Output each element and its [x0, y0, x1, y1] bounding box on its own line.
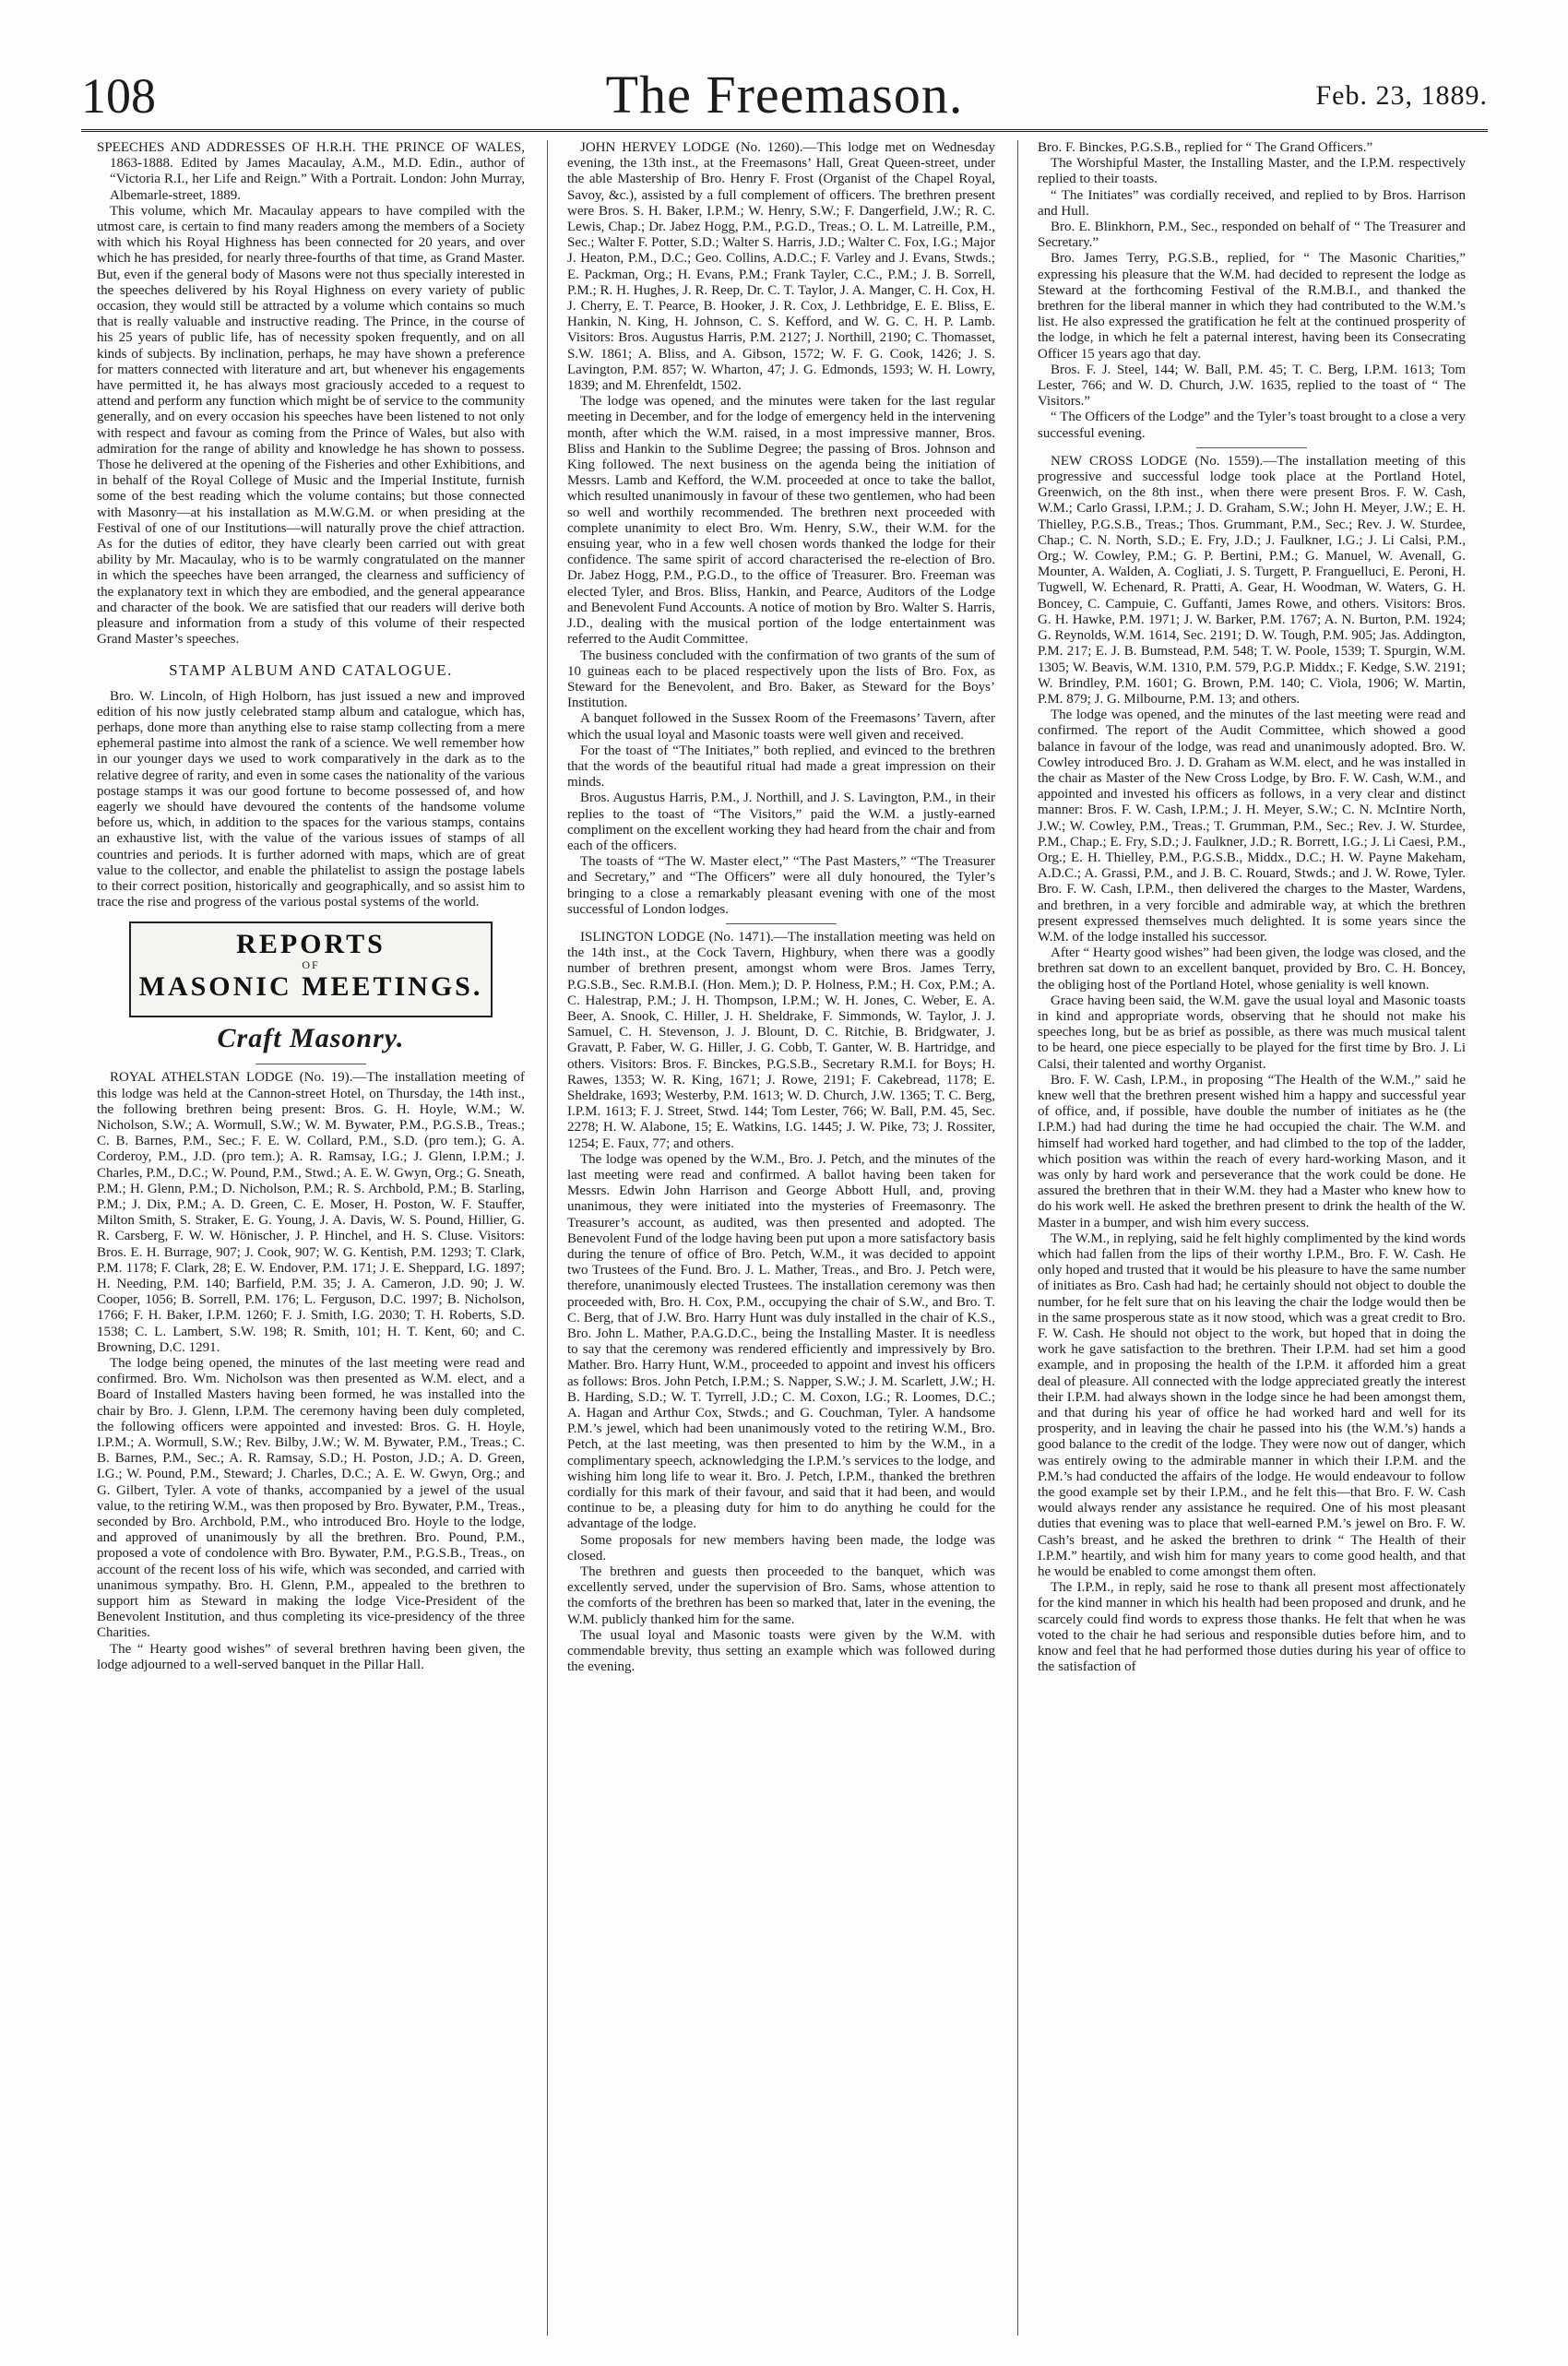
athelstan-lodge-report: The lodge being opened, the minutes of the last meeting were read and confirmed. Bro. Wm. Nicholson was then presented as W.M. elect, and a Board of Installed Masters having been formed, he was installed into the chair by Bro. J. Glenn, I.P.M. The ceremony having been duly completed, the following officers were appointed and invested: Bros. G. H. Hoyle, I.P.M.; A. Wormull, S.W.; Rev. Bilby, J.W.; W. M. Bywater, P.M., Treas.; C. B. Barnes, P.M., Sec.; A. R. Ramsay, S.D.; H. Poston, J.D.; A. D. Green, I.G.; W. Pound, P.M., Steward; J. Charles, D.C.; A. E. W. Gwyn, Org.; and G. Gilbert, Tyler. A vote of thanks, accompanied by a jewel of the usual value, to the retiring W.M., was then proposed by Bro. Bywater, P.M., Treas., seconded by Bro. Archbold, P.M., who introduced Bro. Hoyle to the lodge, and approved of unanimously by all the brethren. Bro. Pound, P.M., proposed a vote of condolence with Bro. Bywater, P.M., P.G.S.B., Treas., on account of the recent loss of his wife, which was seconded, and carried with unanimous sympathy. Bro. H. Glenn, P.M., appealed to the brethren to support him as Steward in making the lodge Vice-President of the Benevolent Institution, and thus completing its vice-presidency of the three Charities.	[97, 1356, 525, 1641]
banner-line-2: MASONIC MEETINGS.	[138, 971, 483, 1003]
page-number: 108	[81, 68, 156, 124]
column-rule	[547, 140, 548, 2336]
review-heading: SPEECHES AND ADDRESSES OF H.R.H. THE PRINCE OF WALES, 1863-1888. Edited by James Macaulay, A.M., M.D. Edin., author of “Victoria R.I., her Life and Reign.” With a Portrait. London: John Murray, Albemarle-street, 1889.	[97, 140, 525, 203]
column-1	[97, 140, 525, 2349]
islington-continued: “ The Officers of the Lodge” and the Tyler’s toast brought to a close a very successful evening.	[1038, 410, 1466, 441]
hervey-lodge-report: The lodge was opened, and the minutes were taken for the last regular meeting in December, and for the lodge of emergency held in the intervening month, after which the W.M. raised, in a most impressive manner, Bros. Bliss and Hankin to the Sublime Degree; the passing of Bros. Johnson and King followed. The next business on the agenda being the initiation of Messrs. Lamb and Kefford, the W.M. proceeded at once to take the ballot, which resulted unanimously in favour of these two gentlemen, who had been so well and worthily recommended. The brethren next proceeded with complete unanimity to elect Bro. Wm. Henry, S.W., their W.M. for the ensuing year, who in a few well chosen words thanked the lodge for their confidence. The same spirit of accord characterised the re-election of Bro. Dr. Jabez Hogg, P.M., P.G.D., to the office of Treasurer. Bro. Freeman was elected Tyler, and Bros. Bliss, Hankin, and Pearce, Auditors of the Lodge and Benevolent Fund Accounts. A notice of motion by Bro. Walter S. Harris, J.D., dealing with the musical portion of the lodge entertainment was referred to the Audit Committee.	[567, 394, 995, 648]
hervey-lodge-report: Bros. Augustus Harris, P.M., J. Northill, and J. S. Lavington, P.M., in their replies to the toast of “The Visitors,” paid the W.M. a justly-earned compliment on the excellent working they had heard from the chair and from each of the officers.	[567, 791, 995, 853]
new-cross-lodge-report: Bro. F. W. Cash, I.P.M., in proposing “The Health of the W.M.,” said he knew well that the brethren present wished him a happy and successful year of office, and, if possible, have double the number of initiates as he (the I.P.M.) had had during the time he had occupied the chair. The W.M. and himself had worked hard together, and had climbed to the top of the ladder, which position was within the reach of every hard-working Mason, and it was only by hard work and perseverance that the work could be done. He assured the brethren that in their W.M. they had a Master who knew how to do his work well. He asked the brethren present to drink the health of the W. Master in a bumper, and wish him every success.	[1038, 1072, 1466, 1231]
hervey-lodge-report: JOHN HERVEY LODGE (No. 1260).—This lodge met on Wednesday evening, the 13th inst., at the Freemasons’ Hall, Great Queen-street, under the able Mastership of Bro. Henry F. Frost (Organist of the Chapel Royal, Savoy, &c.), assisted by a full complement of officers. The brethren present were Bros. S. H. Baker, I.P.M.; W. Henry, S.W.; F. Dangerfield, J.W.; R. C. Lewis, Chap.; Dr. Jabez Hogg, P.M., P.G.D., Treas.; O. L. M. Latreille, P.M., Sec.; Walter F. Potter, S.D.; Walter S. Harris, J.D.; Walter C. Fox, I.G.; Major J. Heaton, P.M., D.C.; Geo. Collins, A.D.C.; F. Varley and J. Evans, Stwds.; E. Packman, Org.; H. Evans, P.M.; Frank Tayler, C.C., P.M.; J. B. Sorrell, P.M.; R. H. Hughes, J. R. Reep, Dr. C. T. Taylor, J. A. Manger, C. H. Cox, H. J. Cherry, E. T. Pearce, B. Hooker, J. R. Cox, J. Lethbridge, E. E. Bliss, E. Hankin, N. King, H. Johnson, C. S. Kefford, and W. G. C. H. P. Lamb. Visitors: Bros. Augustus Harris, P.M. 2127; J. Northill, 2190; C. Thomasset, S.W. 1861; A. Bliss, and A. Gibson, 1572; W. F. G. Cook, 1426; J. S. Lavington, P.M. 857; W. Wharton, 47; J. G. Edmonds, 1593; W. H. Lowry, 1839; and M. Ehrenfeldt, 1502.	[567, 140, 995, 394]
new-cross-lodge-report: The I.P.M., in reply, said he rose to thank all present most affectionately for the kind manner in which his health had been proposed and drunk, and he scarcely could find words to express those thanks. He felt that when he was voted to the chair he had serious and responsible duties before him, and to know and feel that he had performed those duties during his year of office to the satisfaction of	[1038, 1580, 1466, 1675]
divider	[726, 923, 837, 924]
masthead	[81, 65, 1488, 132]
new-cross-lodge-report: After “ Hearty good wishes” had been given, the lodge was closed, and the brethren sat down to an excellent banquet, provided by Bro. C. H. Boncey, the obliging host of the Portland Hotel, whose geniality is well known.	[1038, 945, 1466, 993]
column-3	[1038, 140, 1466, 2349]
islington-continued: Bro. F. Binckes, P.G.S.B., replied for “ The Grand Officers.”	[1038, 140, 1373, 155]
islington-continued: Bro. E. Blinkhorn, P.M., Sec., responded on behalf of “ The Treasurer and Secretary.”	[1038, 220, 1466, 251]
issue-date: Feb. 23, 1889.	[1315, 80, 1488, 111]
divider	[1196, 447, 1307, 448]
column-rule	[1017, 140, 1018, 2336]
islington-continued: The Worshipful Master, the Installing Master, and the I.P.M. respectively replied to their toasts.	[1038, 156, 1466, 187]
stamp-album-heading: STAMP ALBUM AND CATALOGUE.	[169, 660, 453, 679]
new-cross-lodge-report: Grace having been said, the W.M. gave the usual loyal and Masonic toasts in kind and appropriate words, observing that he should not make his speeches long, but be as brief as possible, as there was much musical talent to be heard, one piece especially to be played for the first time by Bro. J. Li Calsi, their talented and worthy Organist.	[1038, 993, 1466, 1072]
hervey-lodge-report: The business concluded with the confirmation of two grants of the sum of 10 guineas each to be placed respectively upon the lists of Bro. Fox, as Steward for the Benevolent, and Bro. Baker, as Steward for the Boys’ Institution.	[567, 648, 995, 711]
new-cross-lodge-report: The lodge was opened, and the minutes of the last meeting were read and confirmed. The report of the Audit Committee, which showed a good balance in favour of the lodge, was read and unanimously adopted. Bro. W. Cowley introduced Bro. J. D. Graham as W.M. elect, and he was installed in the chair as Master of the New Cross Lodge, by Bro. F. W. Cash, W.M., and appointed and invested his officers as follows, in a very clear and distinct manner: Bros. F. W. Cash, I.P.M.; J. H. Meyer, S.W.; C. N. McIntire North, J.W.; W. Cowley, P.M., Treas.; T. Grumman, P.M., Sec.; Rev. J. W. Sturdee, P.M., Chap.; E. Fry, S.D.; J. Faulkner, J.D.; R. Borrett, I.G.; J. Li Caesi, P.M., Org.; E. H. Thielley, P.M., P.G.S.B., Middx., D.C.; H. W. Payne Makeham, A.D.C.; A. Grassi, P.M., and J. B. C. Rouard, Stwds.; and J. W. Rowe, Tyler. Bro. F. W. Cash, I.P.M., then delivered the charges to the Master, Wardens, and brethren, in a very forcible and admirable way, at which the brethren present expressed themselves much delighted. It is some years since the W.M. of the lodge installed his successor.	[1038, 707, 1466, 945]
newspaper-title: The Freemason.	[605, 65, 964, 125]
islington-continued: Bro. James Terry, P.G.S.B., replied, for “ The Masonic Charities,” expressing his pleasure that the W.M. had decided to represent the lodge as Steward at the forthcoming Festival of the R.M.B.I., and thanked the brethren for the liberal manner in which they had contributed to the W.M.’s list. He also expressed the gratification he felt at the continued prosperity of the lodge, in which he felt a paternal interest, having been its Consecrating Officer 15 years ago that day.	[1038, 251, 1466, 362]
hervey-lodge-report: A banquet followed in the Sussex Room of the Freemasons’ Tavern, after which the usual loyal and Masonic toasts were well given and received.	[567, 711, 995, 743]
new-cross-lodge-report: NEW CROSS LODGE (No. 1559).—The installation meeting of this progressive and successful lodge took place at the Portland Hotel, Greenwich, on the 8th inst., when there were present Bros. F. W. Cash, W.M.; Carlo Grassi, I.P.M.; J. D. Graham, S.W.; John H. Meyer, J.W.; E. H. Thielley, P.G.S.B., Treas.; Thos. Grummant, P.M., Sec.; Rev. J. W. Sturdee, Chap.; C. N. North, S.D.; E. Fry, J.D.; J. Faulkner, I.G.; J. Li Calsi, P.M., Org.; W. Cowley, P.M.; G. P. Bertini, P.M.; G. Manuel, W. Avenall, G. Mounter, A. Walden, A. Cogliati, J. S. Turgett, P. Franguelluci, E. Peroni, H. Tugwell, W. Echenard, R. Pratti, A. Gear, H. Woodman, W. Waters, G. H. Boncey, C. Campuie, C. Guffanti, James Rowe, and others. Visitors: Bros. G. H. Hawke, P.M. 1971; J. W. Barker, P.M. 1767; A. N. Burton, P.M. 1924; G. Reynolds, W.M. 1614, Sec. 2191; D. W. Tough, P.M. 905; Jas. Addington, P.M. 217; E. J. B. Bumstead, P.M. 548; T. W. Poole, 1539; T. Spurgin, W.M. 1305; W. Beavis, W.M. 1310, P.M. 579, P.G.P. Middx.; F. Kedge, S.W. 2191; W. Brindley, P.M. 1601; G. Brown, P.M. 140; C. Viola, 1906; W. Martin, P.M. 879; J. G. Milbourne, P.M. 13; and others.	[1038, 453, 1466, 707]
athelstan-lodge-report: The “ Hearty good wishes” of several brethren having been given, the lodge adjourned to a well-served banquet in the Pillar Hall.	[97, 1641, 525, 1672]
reports-banner	[129, 921, 493, 1017]
column-2	[567, 140, 995, 2349]
review-body: This volume, which Mr. Macaulay appears to have compiled with the utmost care, is certain to find many readers among the members of a Society with which his Royal Highness has been connected for 20 years, and over which he has presided, for nearly three-fourths of that time, as Grand Master. But, even if the general body of Masons were not thus specially interested in the speeches delivered by his Royal Highness on every variety of public occasion, they would still be attracted by a volume which contains so much that is really valuable and instructive reading. The Prince, in the course of his 25 years of public life, has of necessity spoken frequently, and on all kinds of subjects. By inclination, perhaps, he may have shown a preference for matters connected with literature and art, but whenever his engagements have permitted it, he has always most graciously acceded to a request to attend and perform any function which might be of service to the community generally, and on every occasion his speeches have been listened to not only with respect and favour as coming from the Prince of Wales, but also with admiration for the range of ability and knowledge he has shown to possess. Those he delivered at the opening of the Fisheries and other Exhibitions, and in behalf of the Royal College of Music and the Imperial Institute, furnish some of the best reading which the volume contains; but those connected with Masonry—at his installation as M.W.G.M. or when presiding at the Festival of one of our Institutions—will naturally prove the chief attraction. As for the duties of editor, they have clearly been carried out with great ability by Mr. Macaulay, who is to be warmly congratulated on the manner in which the speeches have been arranged, the clearness and sufficiency of the explanatory text in which they are embodied, and the general appearance and character of the book. We are satisfied that our readers will derive both pleasure and information from a study of this volume of their respected Grand Master’s speeches.	[97, 203, 525, 648]
banner-line-1: REPORTS	[236, 929, 386, 960]
new-cross-lodge-report: The W.M., in replying, said he felt highly complimented by the kind words which had fallen from the lips of their worthy I.P.M., Bro. F. W. Cash. He only hoped and trusted that it would be his pleasure to have the same number of initiates as Bro. Cash had had; he certainly should not object to double the number, for he felt sure that on his leaving the chair the lodge would then be in the same prosperous state as it now stood, which was a great credit to Bro. F. W. Cash. He should not object to the work, but hoped that in doing the work he gave satisfaction to the brethren. Their I.P.M. had set him a good example, and in proposing the health of the I.P.M. it afforded him a great deal of pleasure. All connected with the lodge appreciated greatly the interest their I.P.M. had always shown in the lodge since he had been amongst them, and that during his year of office he had worked hard and well for its prosperity, and in leaving the chair he passed into his (the W.M.’s) hands a good balance to the credit of the lodge. They were now out of danger, which was entirely owing to the admirable manner in which their I.P.M. and the P.M.’s had conducted the affairs of the lodge. He would endeavour to follow the good example set by their I.P.M., and he felt this—that Bro. F. W. Cash would always render any assistance he required. One of his most pleasant duties that evening was to place that well-earned P.M.’s jewel on Bro. F. W. Cash’s breast, and he asked the brethren to drink “ The Health of their I.P.M.” heartily, and wish him for many years to come good health, and that he would be enabled to come amongst them often.	[1038, 1231, 1466, 1580]
islington-lodge-report: ISLINGTON LODGE (No. 1471).—The installation meeting was held on the 14th inst., at the Cock Tavern, Highbury, when there was a goodly number of brethren present, amongst whom were Bros. James Terry, P.G.S.B., Sec. R.M.B.I. (Hon. Mem.); D. P. Holness, P.M.; H. Cox, P.M.; A. C. Halestrap, P.M.; J. H. Thompson, I.P.M.; W. H. Jones, C. Weber, E. A. Beer, A. Snook, C. Hiller, J. H. Sheldrake, F. Simmonds, W. Taylor, J. J. Samuel, C. H. Stevenson, J. J. Blount, D. C. Ritchie, B. Bridgwater, J. Gravatt, P. Faber, W. G. Hiller, J. G. Cobb, T. Ganter, W. B. Hartridge, and others. Visitors: Bros. F. Binckes, P.G.S.B., Secretary R.M.I. for Boys; H. Rawes, 1353; W. R. King, 1671; J. Rowe, 2191; F. Cakebread, 1178; E. Sheldrake, 1693; Westerby, P.M. 1613; W. D. Church, J.W. 1365; T. C. Berg, I.P.M. 1613; F. J. Street, Stwd. 144; Tom Lester, 766; W. Ball, P.M. 45, Sec. 2278; H. W. Alabone, 15; E. Watkins, I.G. 1445; J. W. Pike, 73; J. Rossiter, 1254; E. Faux, 77; and others.	[567, 929, 995, 1151]
hervey-lodge-report: For the toast of “The Initiates,” both replied, and evinced to the brethren that the words of the beautiful ritual had made a great impression on their minds.	[567, 743, 995, 791]
islington-continued: Bros. F. J. Steel, 144; W. Ball, P.M. 45; T. C. Berg, I.P.M. 1613; Tom Lester, 766; and W. D. Church, J.W. 1635, replied to the toast of “ The Visitors.”	[1038, 362, 1466, 410]
banner-of: OF	[302, 958, 320, 972]
islington-continued: “ The Initiates” was cordially received, and replied to by Bros. Harrison and Hull.	[1038, 187, 1466, 219]
hervey-lodge-report: The toasts of “The W. Master elect,” “The Past Masters,” “The Treasurer and Secretary,” and “The Officers” were all duly honoured, the Tyler’s bringing to a close a remarkably pleasant evening with one of the most successful of London lodges.	[567, 854, 995, 917]
islington-lodge-report: Some proposals for new members having been made, the lodge was closed.	[567, 1532, 995, 1563]
islington-lodge-report: The usual loyal and Masonic toasts were given by the W.M. with commendable brevity, thus setting an example which was followed during the evening.	[567, 1627, 995, 1675]
stamp-album-body: Bro. W. Lincoln, of High Holborn, has just issued a new and improved edition of his now justly celebrated stamp album and catalogue, which has, perhaps, done more than anything else to raise stamp collecting from a mere ephemeral pastime into almost the rank of a science. We well remember how in our younger days we used to work comparatively in the dark as to the relative degree of rarity, and even in some cases the nationality of the various postage stamps it was our good fortune to become possessed of, and how eagerly we should have devoured the contents of the handsome volume before us, which, in addition to the spaces for the various stamps, contains an exhaustive list, with the value of the various issues of stamps of all countries and periods. It is further adorned with maps, which are of great value to the collector, and enable the philatelist to assign the postage labels to their correct position, historically and geographically, and so assist him to trace the rise and progress of the various postal systems of the world.	[97, 688, 525, 910]
athelstan-lodge-report: ROYAL ATHELSTAN LODGE (No. 19).—The installation meeting of this lodge was held at the Cannon-street Hotel, on Thursday, the 14th inst., the following brethren being present: Bros. G. H. Hoyle, W.M.; W. Nicholson, S.W.; A. Wormull, S.W.; W. M. Bywater, P.M., P.G.S.B., Treas.; C. B. Barnes, P.M., Sec.; F. E. W. Collard, P.M., S.D. (pro tem.); G. A. Corderoy, P.M., J.D. (pro tem.); A. R. Ramsay, I.G.; J. Glenn, I.P.M.; J. Charles, P.M., D.C.; W. Pound, P.M., Stwd.; A. E. W. Gwyn, Org.; G. Sneath, P.M.; H. Glenn, P.M.; D. Nicholson, P.M.; R. S. Archbold, P.M.; B. Starling, P.M.; J. Dix, P.M.; A. D. Green, C. E. Moser, H. Poston, W. F. Stauffer, Milton Smith, S. Straker, E. G. Young, J. A. Davis, W. S. Pound, Hillier, G. R. Carsberg, F. W. W. Hönischer, J. P. Hinchel, and H. S. Cluse. Visitors: Bros. E. H. Burrage, 907; J. Cook, 907; W. G. Kentish, P.M. 1293; T. Clark, P.M. 1178; F. Clark, 28; E. W. Endover, P.M. 171; J. E. Sheppard, I.G. 1897; H. Needing, P.M. 140; Barfield, P.M. 35; J. A. Cameron, J.D. 90; J. W. Cooper, 1056; B. Sorrell, P.M. 176; L. Ferguson, D.C. 1997; B. Nicholson, 1766; F. H. Baker, I.P.M. 1260; F. J. Smith, I.G. 2030; T. H. Roberts, S.D. 1538; C. L. Lambert, S.W. 198; R. Smith, 101; H. T. Kent, 60; and C. Browning, D.C. 1291.	[97, 1070, 525, 1355]
islington-lodge-report: The lodge was opened by the W.M., Bro. J. Petch, and the minutes of the last meeting were read and confirmed. A ballot having been taken for Messrs. Edwin John Harrison and George Abbott Hull, and, proving unanimous, they were initiated into the mysteries of Freemasonry. The Treasurer’s account, as audited, was then presented and adopted. The Benevolent Fund of the lodge having been put upon a more satisfactory basis during the tenure of office of Bro. Petch, W.M., it was decided to appoint two Trustees of the Fund. Bro. J. L. Mather, Treas., and Bro. J. Petch were, therefore, unanimously elected Trustees. The installation ceremony was then proceeded with, Bro. H. Cox, P.M., occupying the chair of S.W., and Bro. T. C. Berg, that of J.W. Bro. Harry Hunt was duly installed in the chair of K.S., Bro. John L. Mather, P.A.G.D.C., being the Installing Master. It is needless to say that the ceremony was rendered efficiently and impressively by Bro. Mather. Bro. Harry Hunt, W.M., proceeded to appoint and invest his officers as follows: Bros. John Petch, I.P.M.; S. Napper, S.W.; J. M. Scarlett, J.W.; H. B. Harding, S.D.; W. T. Tyrrell, J.D.; C. M. Coxon, I.G.; R. Loomes, D.C.; A. Hagan and Arthur Cox, Stwds.; and G. Couchman, Tyler. A handsome P.M.’s jewel, which had been unanimously voted to the retiring W.M., Bro. Petch, at the last meeting, was then presented to him by the W.M., in a complimentary speech, acknowledging the I.P.M.’s services to the lodge, and wishing him long life to wear it. Bro. J. Petch, I.P.M., thanked the brethren cordially for this mark of their favour, and said that it had been, and would continue to be, a pleasing duty for him to do anything he could for the advantage of the lodge.	[567, 1151, 995, 1532]
section-heading-craft: Craft Masonry.	[217, 1023, 405, 1054]
islington-lodge-report: The brethren and guests then proceeded to the banquet, which was excellently served, under the supervision of Bro. Sams, whose attention to the comforts of the brethren has been so marked that, later in the evening, the W.M. publicly thanked him for the same.	[567, 1564, 995, 1627]
